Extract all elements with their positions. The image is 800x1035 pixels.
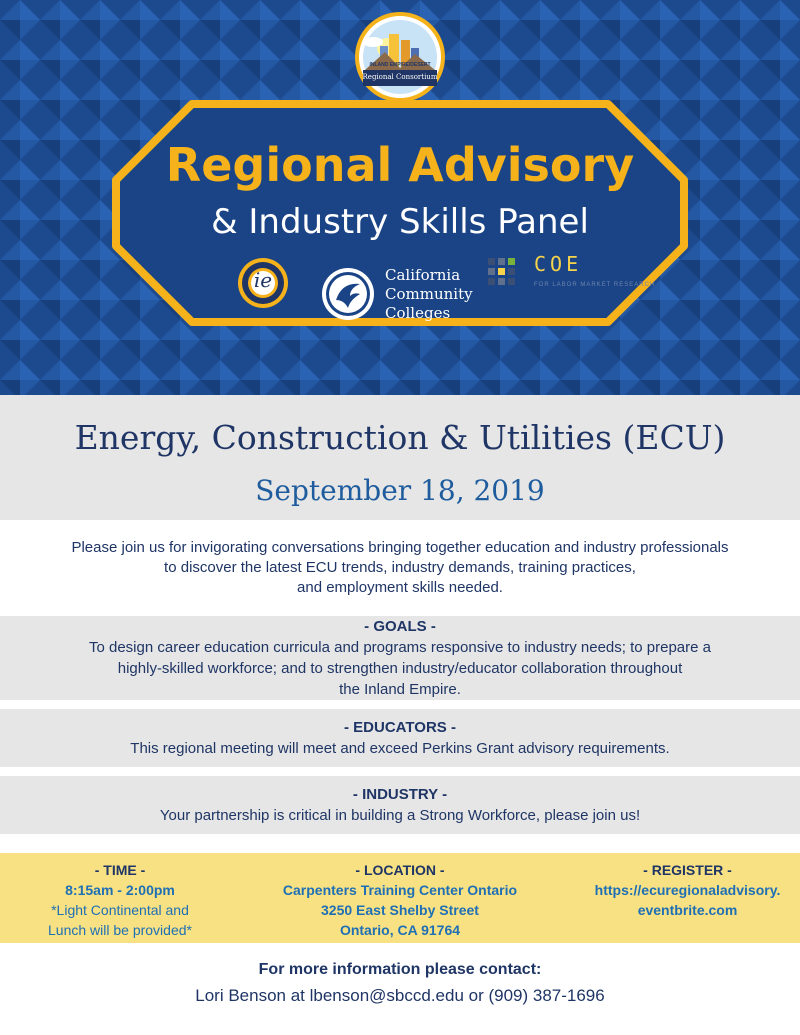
industry-text: Your partnership is critical in building a Strong Workforce, please join us! xyxy=(159,807,641,824)
goals-line-2: highly-skilled workforce; and to strengthen industry/educator collaboration throughout xyxy=(117,660,683,677)
location-heading: - LOCATION - xyxy=(355,862,445,878)
intro-paragraph xyxy=(40,538,760,598)
register-url-line-1[interactable]: https://ecuregionaladvisory. xyxy=(594,882,781,898)
ie-seal-text: ie xyxy=(253,268,273,292)
industry-heading: - INDUSTRY - xyxy=(352,786,448,803)
event-title: Energy, Construction & Utilities (ECU) xyxy=(74,418,726,457)
ccc-line2: Community xyxy=(385,285,473,303)
intro-line-1: Please join us for invigorating conversations bringing together education and industry professionals xyxy=(71,539,729,556)
title-regional-advisory: Regional Advisory xyxy=(165,138,635,192)
time-column xyxy=(30,860,210,940)
ccc-line3: Colleges xyxy=(385,304,451,322)
location-column xyxy=(255,860,545,940)
location-line-1: Carpenters Training Center Ontario xyxy=(282,882,518,898)
educators-text: This regional meeting will meet and exceed Perkins Grant advisory requirements. xyxy=(130,740,670,757)
consortium-logo-text: Regional Consortium xyxy=(362,73,438,81)
time-note-line-1: *Light Continental and xyxy=(51,902,189,918)
time-heading: - TIME - xyxy=(94,862,146,878)
time-hours: 8:15am - 2:00pm xyxy=(65,882,175,898)
event-date: September 18, 2019 xyxy=(255,474,545,507)
register-link[interactable] xyxy=(570,880,800,920)
ccc-line1: California xyxy=(385,266,461,284)
hero-banner xyxy=(0,0,800,395)
ccc-logo-icon xyxy=(320,266,376,322)
contact-heading: For more information please contact: xyxy=(258,961,542,978)
intro-line-2: to discover the latest ECU trends, industry demands, training practices, xyxy=(164,559,636,576)
goals-line-1: To design career education curricula and programs responsive to industry needs; to prepare a xyxy=(88,639,712,656)
register-column xyxy=(570,860,800,920)
register-heading: - REGISTER - xyxy=(643,862,732,878)
consortium-logo-arc: INLAND EMPIRE/DESERT xyxy=(369,62,431,68)
register-url-line-2[interactable]: eventbrite.com xyxy=(637,902,738,918)
educators-heading: - EDUCATORS - xyxy=(344,719,456,736)
goals-panel xyxy=(0,616,800,700)
educators-panel xyxy=(0,709,800,767)
contact-details: Lori Benson at lbenson@sbccd.edu or (909) 387-1696 xyxy=(195,986,605,1005)
goals-line-3: the Inland Empire. xyxy=(339,681,461,698)
coe-subtext: FOR LABOR MARKET RESEARCH xyxy=(534,282,656,288)
title-industry-skills-panel: & Industry Skills Panel xyxy=(211,202,589,242)
ccc-wordmark xyxy=(385,266,473,323)
coe-wordmark: COE xyxy=(534,252,583,276)
location-line-2: 3250 East Shelby Street xyxy=(321,902,479,918)
coe-dots-icon xyxy=(486,254,532,294)
intro-line-3: and employment skills needed. xyxy=(297,579,503,596)
time-note-line-2: Lunch will be provided* xyxy=(48,922,192,938)
industry-panel xyxy=(0,776,800,834)
goals-heading: - GOALS - xyxy=(364,618,436,635)
location-line-3: Ontario, CA 91764 xyxy=(339,922,461,938)
regional-consortium-logo xyxy=(345,12,455,102)
